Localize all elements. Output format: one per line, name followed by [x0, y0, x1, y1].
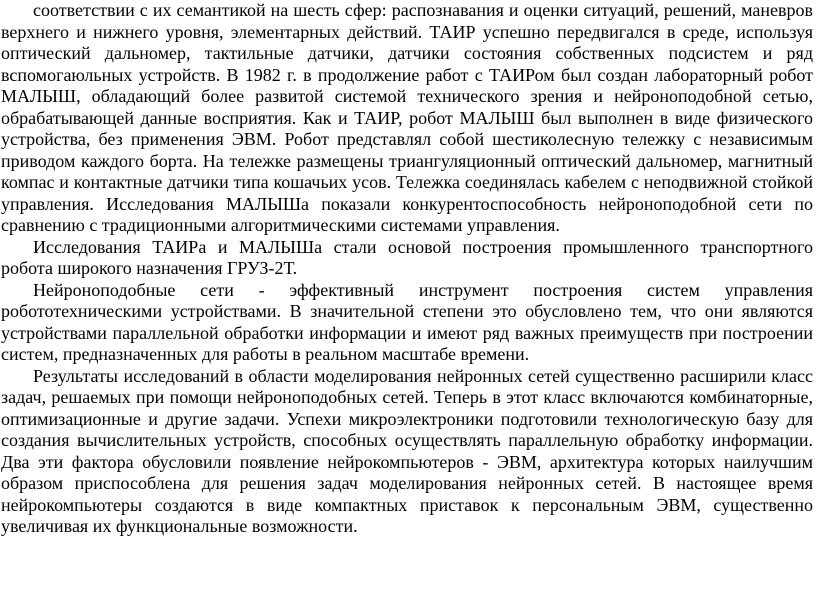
- paragraph-neurocomputers: Результаты исследований в области моделирования нейронных сетей существенно расширили класс задач, решаемых при помощи нейроноподобных сетей. Теперь в этот класс включаются комбинаторные, оптимизационные и другие задачи. Успехи микроэлектроники подготовили технологическую базу для создания вычислительных устройств, способных осуществлять параллельную обработку информации. Два эти фактора обусловили появление нейрокомпьютеров - ЭВМ, архитектура которых наилучшим образом приспособлена для решения задач моделирования нейронных сетей. В настоящее время нейрокомпьютеры создаются в виде компактных приставок к персональным ЭВМ, существенно увеличивая их функциональные возможности.: [1, 365, 813, 536]
- paragraph-neural-networks-control: Нейроноподобные сети - эффективный инструмент построения систем управления робототехническими устройствами. В значительной степени это обусловлено тем, что они являются устройствами параллельной обработки информации и имеют ряд важных преимуществ при построении систем, предназначенных для работы в реальном масштабе времени.: [1, 279, 813, 364]
- paragraph-taira-malysh-history: соответствии с их семантикой на шесть сфер: распознавания и оценки ситуаций, решений, маневров верхнего и нижнего уровня, элементарных действий. ТАИР успешно передвигался в среде, используя оптический дальномер, тактильные датчики, датчики состояния собственных подсистем и ряд вспомогаюльных устройств. В 1982 г. в продолжение работ с ТАИРом был создан лабораторный робот МАЛЫШ, обладающий более развитой системой технического зрения и нейроноподобной сетью, обрабатывающей данные восприятия. Как и ТАИР, робот МАЛЫШ был выполнен в виде физического устройства, без применения ЭВМ. Робот представлял собой шестиколесную тележку с независимым приводом каждого борта. На тележке размещены триангуляционный оптический дальномер, магнитный компас и контактные датчики типа кошачьих усов. Тележка соединялась кабелем с неподвижной стойкой управления. Исследования МАЛЫШа показали конкурентоспособность нейроноподобной сети по сравнению с традиционными алгоритмическими системами управления.: [1, 0, 813, 235]
- paragraph-gruz-2t: Исследования ТАИРа и МАЛЫШа стали основой построения промышленного транспортного робота широкого назначения ГРУЗ-2Т.: [1, 236, 813, 278]
